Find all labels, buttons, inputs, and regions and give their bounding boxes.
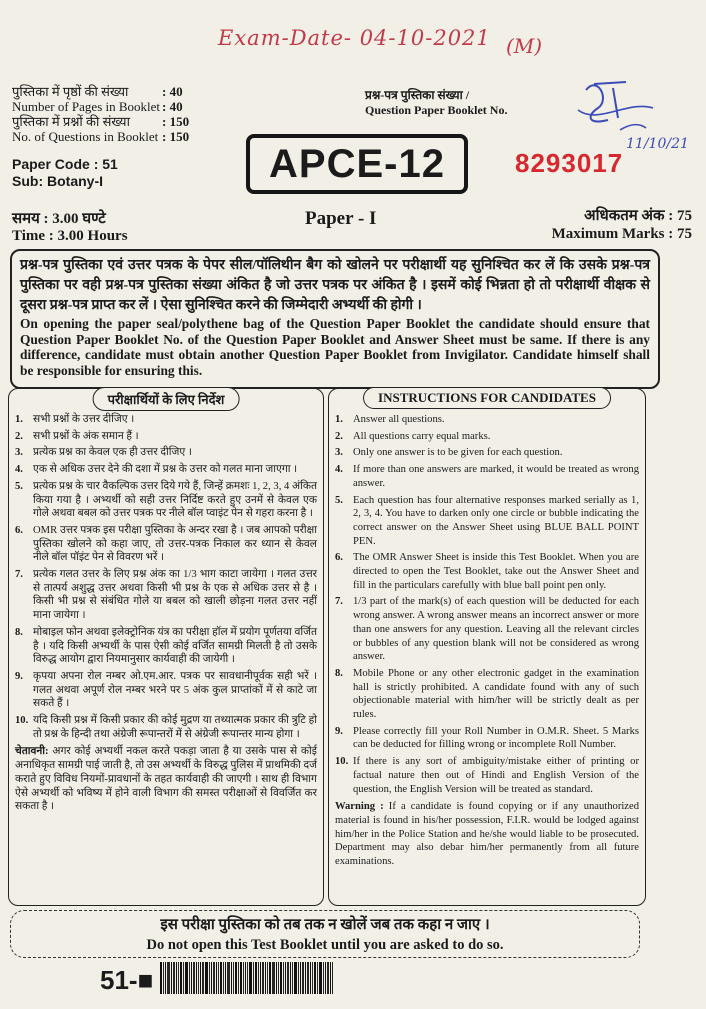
barcode-bar — [285, 962, 286, 994]
barcode-bar — [223, 962, 224, 994]
barcode-bar — [213, 962, 215, 994]
instruction-number: 2. — [335, 430, 343, 442]
barcode-bar — [269, 962, 271, 994]
barcode-bar — [243, 962, 244, 994]
english-instructions — [328, 388, 646, 906]
instruction-text: यदि किसी प्रश्न में किसी प्रकार की कोई मुद्रण या तथ्यात्मक प्रकार की त्रुटि हो तो प्रश्न के हिन्दी तथा अंग्रेजी रूपान्तरों में से अंग्रेजी रूपान्तर मान्य होगा । — [33, 715, 317, 740]
barcode-bar — [310, 962, 311, 994]
barcode-bar — [227, 962, 230, 994]
warning-note — [335, 800, 639, 869]
time-en: Time : 3.00 Hours — [12, 228, 128, 244]
barcode-bar — [178, 962, 179, 994]
instruction-text: All questions carry equal marks. — [353, 430, 491, 442]
paper-code: Paper Code : 51 — [12, 156, 118, 172]
barcode-bar — [307, 962, 309, 994]
instruction-text: The OMR Answer Sheet is inside this Test Booklet. When you are directed to open the Test Booklet, take out the Answer Sheet and fill in the particulars carefully with blue ball point pen only. — [353, 552, 639, 591]
instruction-number: 8. — [335, 667, 343, 679]
barcode-bar — [323, 962, 324, 994]
instruction-number: 7. — [335, 596, 343, 608]
barcode-bar — [262, 962, 264, 994]
instruction-item — [15, 670, 317, 711]
barcode-bar — [312, 962, 313, 994]
instruction-number: 1. — [335, 414, 343, 425]
booklet-code: 51-■ — [100, 965, 154, 995]
barcode-bar — [332, 962, 333, 994]
question-paper-booklet-no — [365, 88, 507, 118]
barcode-bar — [314, 962, 316, 994]
barcode-bar — [305, 962, 306, 994]
instruction-number: 2. — [15, 430, 23, 442]
barcode-bar — [330, 962, 331, 994]
instruction-text: मोबाइल फोन अथवा इलेक्ट्रोनिक यंत्र का परीक्षा हॉल में प्रयोग पूर्णतया वर्जित है । यदि किसी अभ्यर्थी के पास ऐसी कोई वर्जित सामग्री मिलती है तो उसके विरुद्ध आयोग द्वारा नियमानुसार कार्यवाही की जायेगी । — [33, 626, 317, 666]
paper-title: Paper - I — [305, 208, 377, 229]
barcode-bar — [317, 962, 318, 994]
questions-hi-label: पुस्तिका में प्रश्नों की संख्या — [12, 114, 130, 129]
hindi-instructions-heading: परीक्षार्थियों के लिए निर्देश — [93, 387, 240, 411]
barcode-bar — [231, 962, 232, 994]
instruction-number: 10. — [15, 715, 29, 727]
instruction-item — [15, 714, 317, 741]
barcode-bar — [302, 962, 304, 994]
instruction-number: 1. — [15, 414, 23, 425]
instruction-item — [335, 595, 639, 664]
booklet-serial-number: 8293017 — [515, 148, 624, 178]
barcode-bar — [255, 962, 257, 994]
instruction-item — [335, 725, 639, 752]
english-instructions-list — [335, 413, 639, 869]
barcode-bar — [189, 962, 190, 994]
instruction-text: OMR उत्तर पत्रक इस परीक्षा पुस्तिका के अन्दर रखा है । जब आपको परीक्षा पुस्तिका खोलने को कहा जाए, तो उत्तर-पत्रक निकाल कर ध्यान से केवल नीले बॉल पॉइंट पेन से विवरण भरें । — [33, 524, 317, 564]
marks-hi: अधिकतम अंक : 75 — [584, 208, 692, 224]
questions-en-value: : 150 — [162, 129, 190, 144]
instruction-item — [15, 568, 317, 623]
barcode-bar — [163, 962, 164, 994]
barcode-bar — [278, 962, 279, 994]
instruction-text: सभी प्रश्नों के उत्तर दीजिए । — [33, 414, 135, 425]
instruction-item — [15, 463, 317, 477]
barcode-bar — [253, 962, 254, 994]
barcode-bar — [290, 962, 291, 994]
barcode-bar — [294, 962, 297, 994]
paper-code-block — [12, 156, 118, 190]
footer-en: Do not open this Test Booklet until you are asked to do so. — [146, 937, 504, 953]
qpb-en: Question Paper Booklet No. — [365, 103, 508, 117]
instruction-item — [335, 446, 639, 460]
warning-text: If a candidate is found copying or if any unauthorized material is found in his/her possession, F.I.R. would be lodged against him/her in the Police Station and he/she would liable to be prosecuted. Department may also debar him/her permanently from all future examinations. — [335, 801, 639, 868]
signature-date: 11/10/21 — [626, 136, 689, 152]
english-instructions-heading: INSTRUCTIONS FOR CANDIDATES — [363, 387, 611, 409]
instruction-text: 1/3 part of the mark(s) of each question will be deducted for each wrong answer. A wrong answer means an incorrect answer or more than one answers for any question. Leaving all the relevant circles or bubbles of any question blank will not be considered as wrong answer. — [353, 596, 639, 663]
instruction-item — [335, 551, 639, 592]
instruction-text: प्रत्येक प्रश्न का केवल एक ही उत्तर दीजिए । — [33, 447, 192, 459]
instruction-text: Mobile Phone or any other electronic gadget in the examination hall is strictly prohibited. A candidate found with any of such objectionable material with him/her will be strictly dealt as per rules. — [353, 667, 639, 721]
barcode-bar — [220, 962, 222, 994]
warning-text: अगर कोई अभ्यर्थी नकल करते पकड़ा जाता है या उसके पास से कोई अनाधिकृत सामग्री पाई जाती है, तो उस अभ्यर्थी के विरुद्ध पुलिस में प्राथमिकी दर्ज कराते हुए विविध नियमों-प्रावधानों के तहत कार्यवाही की जाएगी । साथ ही विभाग ऐसे अभ्यर्थी को भविष्य में होने वाली विभाग की समस्त परीक्षाओं से विवर्जित कर सकता है । — [15, 746, 317, 813]
pages-en-label: Number of Pages in Booklet — [12, 99, 161, 114]
time-hi: समय : 3.00 घण्टे — [12, 211, 106, 227]
barcode-bar — [325, 962, 326, 994]
notice-en: On opening the paper seal/polythene bag of the Question Paper Booklet the candidate should ensure that Question Paper Booklet No. of the Question Paper Booklet and Answer Sheet must be same. If there is any difference, candidate must obtain another Question Paper Booklet from Invigilator. Candidate himself shall be responsible for ensuring this. — [20, 316, 650, 378]
barcode-bar — [245, 962, 246, 994]
instruction-number: 9. — [335, 725, 343, 737]
do-not-open-notice — [10, 910, 640, 958]
instruction-item — [335, 430, 639, 444]
instruction-text: Only one answer is to be given for each question. — [353, 447, 563, 459]
barcode-bar — [292, 962, 293, 994]
barcode-bar — [202, 962, 204, 994]
pages-hi-value: : 40 — [162, 84, 183, 99]
barcode-bar — [280, 962, 282, 994]
barcode-bar — [205, 962, 208, 994]
barcode-bar — [160, 962, 162, 994]
barcode-bar — [247, 962, 248, 994]
barcode-bar — [183, 962, 184, 994]
barcode-bar — [238, 962, 239, 994]
instruction-item — [15, 480, 317, 521]
barcode-bar — [319, 962, 322, 994]
instruction-text: Please correctly fill your Roll Number in O.M.R. Sheet. 5 Marks can be deducted for filling wrong or incomplete Roll Number. — [353, 725, 639, 751]
barcode-bar — [167, 962, 170, 994]
booklet-meta — [12, 84, 272, 144]
instruction-number: 5. — [15, 480, 23, 492]
barcode-bar — [173, 962, 175, 994]
instruction-text: एक से अधिक उत्तर देने की दशा में प्रश्न के उत्तर को गलत माना जाएगा । — [33, 464, 298, 476]
barcode-bar — [193, 962, 195, 994]
instruction-number: 10. — [335, 756, 349, 768]
instruction-number: 7. — [15, 569, 23, 581]
handwritten-exam-date: Exam-Date- 04-10-2021 — [218, 26, 491, 50]
barcode-bar — [218, 962, 219, 994]
instruction-item — [15, 430, 317, 444]
max-marks-block — [552, 207, 692, 243]
questions-hi-value: : 150 — [162, 114, 190, 129]
barcode-bar — [276, 962, 277, 994]
barcode-bar — [185, 962, 188, 994]
barcode-bar — [196, 962, 197, 994]
barcode-bar — [265, 962, 266, 994]
barcode-bar — [198, 962, 199, 994]
signature-stamp — [568, 70, 689, 158]
instruction-text: Each question has four alternative responses marked serially as 1, 2, 3, 4. You have to darken only one circle or bubble indicating the correct answer on the Answer Sheet using BLUE BALL POINT PEN. — [353, 494, 639, 547]
instruction-number: 9. — [15, 670, 23, 682]
barcode-bar — [298, 962, 299, 994]
instruction-text: If there is any sort of ambiguity/mistake either of printing or factual nature then out of Hindi and English Version of the question, the English Version will be treated as standard. — [353, 756, 639, 795]
instruction-number: 3. — [335, 447, 343, 459]
barcode-bar — [233, 962, 234, 994]
instruction-text: कृपया अपना रोल नम्बर ओ.एम.आर. पत्रक पर सावधानीपूर्वक सही भरें । गलत अथवा अपूर्ण रोल नम्बर भरने पर 5 अंक कुल प्राप्तांकों में से काटे जा सकते हैं । — [33, 670, 317, 710]
instruction-text: सभी प्रश्नों के अंक समान हैं । — [33, 430, 139, 442]
instruction-item — [15, 626, 317, 667]
instruction-item — [335, 463, 639, 490]
marks-en: Maximum Marks : 75 — [551, 226, 692, 242]
instruction-number: 4. — [335, 464, 343, 476]
footer-hi: इस परीक्षा पुस्तिका को तब तक न खोलें जब तक कहा न जाए । — [160, 917, 490, 933]
instruction-item — [335, 667, 639, 722]
barcode-bar — [200, 962, 201, 994]
pages-hi-label: पुस्तिका में पृष्ठों की संख्या — [12, 84, 129, 99]
instruction-item — [335, 494, 639, 549]
instruction-number: 6. — [335, 552, 343, 564]
time-block — [12, 211, 128, 245]
barcode-bar — [267, 962, 268, 994]
instruction-number: 6. — [15, 524, 23, 536]
instruction-number: 8. — [15, 626, 23, 638]
handwritten-session: (M) — [506, 34, 543, 58]
barcode-bar — [209, 962, 210, 994]
instruction-text: Answer all questions. — [353, 414, 445, 425]
barcode-bar — [260, 962, 261, 994]
pages-en-value: : 40 — [162, 99, 183, 114]
warning-note — [15, 745, 317, 814]
hindi-instructions — [8, 388, 324, 906]
barcode-bar — [211, 962, 212, 994]
instruction-number: 5. — [335, 494, 343, 506]
barcode-bar — [272, 962, 275, 994]
instruction-item — [335, 413, 639, 427]
subject: Sub: Botany-I — [12, 173, 103, 189]
notice-hi: प्रश्न-पत्र पुस्तिका एवं उत्तर पत्रक के पेपर सील/पॉलिथीन बैग को खोलने पर परीक्षार्थी यह सुनिश्चित कर लें कि उसके प्रश्न-पत्र पुस्तिका पर वही प्रश्न-पत्र पुस्तिका संख्या अंकित है जो उत्तर पत्रक पर अंकित है । इसमें कोई भिन्नता हो तो परीक्षार्थी वीक्षक से दूसरा प्रश्न-पत्र प्राप्त कर लें । ऐसा सुनिश्चित करने की जिम्मेदारी अभ्यर्थी की होगी । — [20, 258, 650, 313]
instruction-item — [335, 755, 639, 796]
questions-en-label: No. of Questions in Booklet — [12, 129, 159, 144]
instruction-number: 4. — [15, 464, 23, 476]
barcode-bar — [165, 962, 166, 994]
barcode-bar — [225, 962, 226, 994]
instruction-text: प्रत्येक गलत उत्तर के लिए प्रश्न अंक का 1/3 भाग काटा जायेगा । गलत उत्तर से तात्पर्य अशुद्ध उत्तर अथवा किसी भी प्रश्न के एक से अधिक उत्तर से है । किसी भी प्रश्न से संबंधित गोले या बबल को खाली छोड़ना गलत उत्तर नहीं माना जायेगा । — [33, 569, 317, 622]
barcode-bar — [287, 962, 289, 994]
barcode-bar — [240, 962, 242, 994]
barcode-bar — [235, 962, 237, 994]
barcode-bar — [176, 962, 177, 994]
instruction-item — [15, 446, 317, 460]
instruction-text: If more than one answers are marked, it would be treated as wrong answer. — [353, 464, 639, 489]
barcode-bar — [327, 962, 329, 994]
qpb-hi: प्रश्न-पत्र पुस्तिका संख्या / — [365, 88, 470, 102]
instruction-item — [15, 524, 317, 565]
instruction-item — [15, 413, 317, 427]
instruction-text: प्रत्येक प्रश्न के चार वैकल्पिक उत्तर दिये गये हैं, जिन्हें क्रमशः 1, 2, 3, 4 अंकित किया गया है । अभ्यर्थी को सही उत्तर निर्दिष्ट करते हुए उनमें से केवल एक गोले अथवा बबल को उत्तर पत्रक पर नीले बॉल प्वाइंट पेन से गहरा करना है । — [33, 480, 317, 520]
barcode-bar — [249, 962, 252, 994]
barcode-bar — [180, 962, 182, 994]
barcode-bar — [258, 962, 259, 994]
warning-label: चेतावनी: — [15, 746, 53, 758]
barcode — [160, 962, 380, 994]
seal-notice — [10, 249, 660, 389]
barcode-bar — [216, 962, 217, 994]
barcode-bar — [171, 962, 172, 994]
barcode-bar — [300, 962, 301, 994]
instruction-number: 3. — [15, 447, 23, 459]
warning-label: Warning : — [335, 801, 389, 813]
exam-code: APCE-12 — [246, 134, 468, 194]
barcode-bar — [191, 962, 192, 994]
barcode-bar — [283, 962, 284, 994]
hindi-instructions-list — [15, 413, 317, 814]
